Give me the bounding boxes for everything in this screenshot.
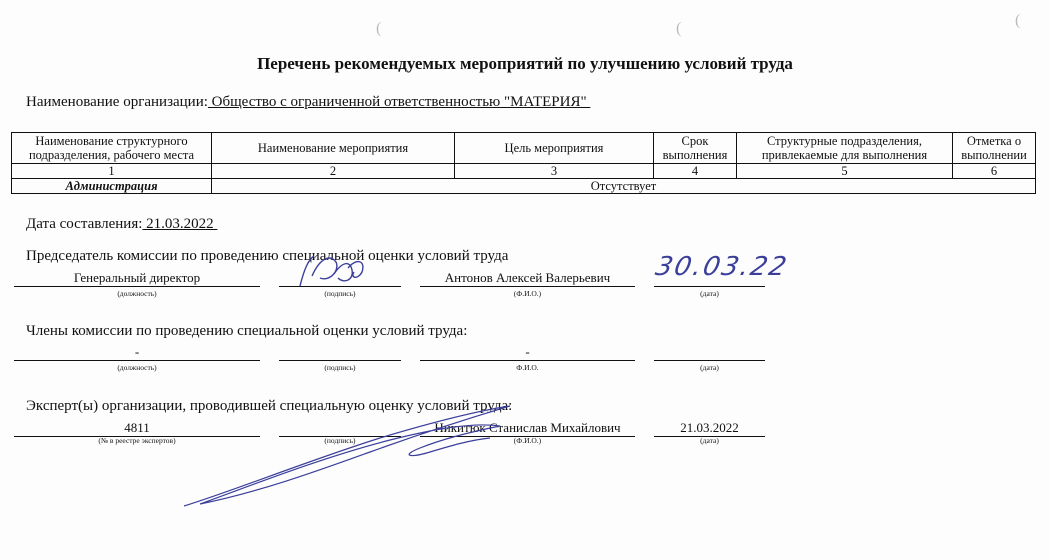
compiled-date-line xyxy=(26,216,217,233)
chairman-name: Антонов Алексей Валерьевич xyxy=(420,270,635,287)
table-header: Наименование мероприятия xyxy=(212,133,455,164)
caption-date: (дата) xyxy=(700,363,719,372)
expert-signature xyxy=(170,400,550,515)
chairman-handwritten-date: 30.03.22 xyxy=(652,252,791,282)
caption-date: (дата) xyxy=(700,436,719,445)
members-heading: Члены комиссии по проведению специальной оценки условий труда: xyxy=(26,323,468,339)
caption-position: (должность) xyxy=(117,363,157,372)
scan-mark: ( xyxy=(676,20,682,37)
table-header-row xyxy=(12,133,1036,164)
table-row xyxy=(12,179,1036,194)
scan-mark: ( xyxy=(1015,12,1021,29)
column-number: 6 xyxy=(953,164,1036,179)
caption-signature: (подпись) xyxy=(324,436,356,445)
caption-signature: (подпись) xyxy=(324,363,356,372)
caption-signature: (подпись) xyxy=(324,289,356,298)
organization-label: Наименование организации: xyxy=(26,94,208,110)
chairman-heading: Председатель комиссии по проведению специальной оценки условий труда xyxy=(26,248,509,264)
member-signature-line xyxy=(279,344,401,361)
column-number: 1 xyxy=(12,164,212,179)
department-cell: Администрация xyxy=(12,179,212,194)
organization-value: Общество с ограниченной ответственностью "МАТЕРИЯ" xyxy=(207,94,591,110)
table-number-row xyxy=(12,164,1036,179)
column-number: 5 xyxy=(737,164,953,179)
expert-date: 21.03.2022 xyxy=(654,420,765,437)
table-header: Срок выполнения xyxy=(654,133,737,164)
caption-position: (должность) xyxy=(117,289,157,298)
table-header: Наименование структурного подразделения, рабочего места xyxy=(12,133,212,164)
caption-name: (Ф.И.О.) xyxy=(513,436,542,445)
expert-name: Никитюк Станислав Михайлович xyxy=(420,420,635,437)
caption-name: (Ф.И.О.) xyxy=(513,289,542,298)
organization-line xyxy=(26,94,590,111)
compiled-date: 21.03.2022 xyxy=(142,216,218,232)
caption-name: Ф.И.О. xyxy=(516,363,539,372)
table-header: Отметка о выполнении xyxy=(953,133,1036,164)
column-number: 2 xyxy=(212,164,455,179)
chairman-signature xyxy=(290,248,380,290)
column-number: 3 xyxy=(455,164,654,179)
note-cell: Отсутствует xyxy=(212,179,1036,194)
page-title: Перечень рекомендуемых мероприятий по улучшению условий труда xyxy=(257,54,793,73)
member-date-line xyxy=(654,344,765,361)
column-number: 4 xyxy=(654,164,737,179)
expert-registry-number: 4811 xyxy=(14,420,260,437)
measures-table xyxy=(11,132,1036,194)
caption-date: (дата) xyxy=(700,289,719,298)
table-header: Цель мероприятия xyxy=(455,133,654,164)
expert-heading: Эксперт(ы) организации, проводившей специальную оценку условий труда: xyxy=(26,398,513,414)
table-header: Структурные подразделения, привлекаемые для выполнения xyxy=(737,133,953,164)
chairman-position: Генеральный директор xyxy=(14,270,260,287)
member-position: - xyxy=(14,344,260,361)
scan-mark: ( xyxy=(376,20,382,37)
caption-registry: (№ в реестре экспертов) xyxy=(98,436,176,445)
compiled-label: Дата составления: xyxy=(26,216,143,232)
member-name: - xyxy=(420,344,635,361)
